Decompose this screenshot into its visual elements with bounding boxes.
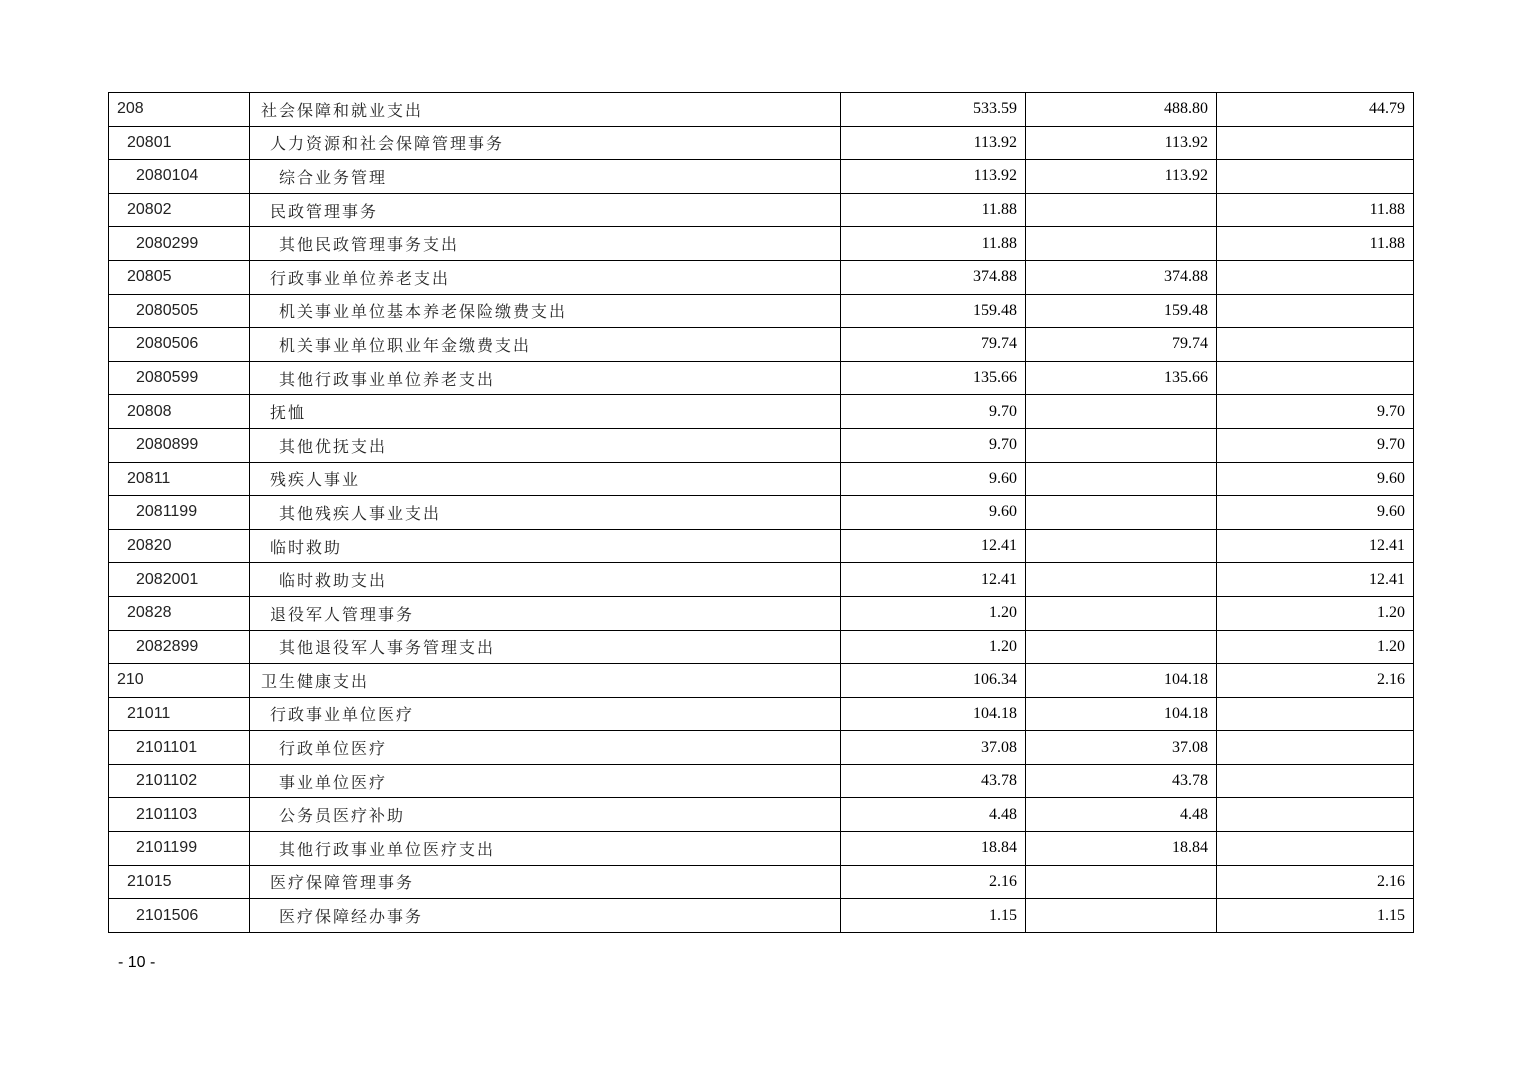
- total-amount-cell: 18.84: [841, 832, 1026, 866]
- table-row: [109, 193, 1414, 227]
- total-amount-cell: 9.60: [841, 496, 1026, 530]
- total-amount-cell: 11.88: [841, 227, 1026, 261]
- table-row: [109, 160, 1414, 194]
- total-amount-cell: 106.34: [841, 664, 1026, 698]
- basic-expenditure-cell: [1026, 529, 1217, 563]
- total-amount-cell: 43.78: [841, 764, 1026, 798]
- table-row: [109, 832, 1414, 866]
- basic-expenditure-cell: [1026, 428, 1217, 462]
- table-row: [109, 529, 1414, 563]
- basic-expenditure-cell: 79.74: [1026, 328, 1217, 362]
- project-expenditure-cell: 1.20: [1217, 630, 1414, 664]
- subject-name-cell: 退役军人管理事务: [250, 596, 841, 630]
- total-amount-cell: 1.20: [841, 630, 1026, 664]
- subject-name-cell: 卫生健康支出: [250, 664, 841, 698]
- subject-name-cell: 机关事业单位基本养老保险缴费支出: [250, 294, 841, 328]
- basic-expenditure-cell: [1026, 496, 1217, 530]
- subject-code-cell: 2101506: [109, 899, 250, 933]
- basic-expenditure-cell: [1026, 395, 1217, 429]
- subject-code-cell: 20811: [109, 462, 250, 496]
- subject-code-cell: 20802: [109, 193, 250, 227]
- subject-name-cell: 行政事业单位养老支出: [250, 260, 841, 294]
- total-amount-cell: 159.48: [841, 294, 1026, 328]
- subject-code-cell: 208: [109, 93, 250, 127]
- total-amount-cell: 374.88: [841, 260, 1026, 294]
- subject-name-cell: 其他退役军人事务管理支出: [250, 630, 841, 664]
- table-row: [109, 764, 1414, 798]
- subject-name-cell: 其他行政事业单位养老支出: [250, 361, 841, 395]
- subject-code-cell: 20801: [109, 126, 250, 160]
- subject-name-cell: 其他优抚支出: [250, 428, 841, 462]
- subject-name-cell: 行政单位医疗: [250, 731, 841, 765]
- project-expenditure-cell: 9.70: [1217, 395, 1414, 429]
- project-expenditure-cell: 9.60: [1217, 462, 1414, 496]
- table-row: [109, 899, 1414, 933]
- subject-code-cell: 2101102: [109, 764, 250, 798]
- subject-code-cell: 2080899: [109, 428, 250, 462]
- project-expenditure-cell: 11.88: [1217, 227, 1414, 261]
- basic-expenditure-cell: 43.78: [1026, 764, 1217, 798]
- table-row: [109, 294, 1414, 328]
- subject-code-cell: 2081199: [109, 496, 250, 530]
- project-expenditure-cell: [1217, 832, 1414, 866]
- table-row: [109, 395, 1414, 429]
- subject-code-cell: 20805: [109, 260, 250, 294]
- table-row: [109, 126, 1414, 160]
- project-expenditure-cell: 12.41: [1217, 529, 1414, 563]
- basic-expenditure-cell: 18.84: [1026, 832, 1217, 866]
- subject-code-cell: 2101101: [109, 731, 250, 765]
- project-expenditure-cell: [1217, 361, 1414, 395]
- table-row: [109, 328, 1414, 362]
- project-expenditure-cell: 9.70: [1217, 428, 1414, 462]
- project-expenditure-cell: 2.16: [1217, 664, 1414, 698]
- table-row: [109, 865, 1414, 899]
- project-expenditure-cell: [1217, 798, 1414, 832]
- subject-name-cell: 抚恤: [250, 395, 841, 429]
- project-expenditure-cell: [1217, 260, 1414, 294]
- table-row: [109, 664, 1414, 698]
- table-row: [109, 596, 1414, 630]
- subject-name-cell: 民政管理事务: [250, 193, 841, 227]
- basic-expenditure-cell: 4.48: [1026, 798, 1217, 832]
- basic-expenditure-cell: 159.48: [1026, 294, 1217, 328]
- subject-name-cell: 医疗保障管理事务: [250, 865, 841, 899]
- basic-expenditure-cell: [1026, 227, 1217, 261]
- subject-name-cell: 行政事业单位医疗: [250, 697, 841, 731]
- total-amount-cell: 79.74: [841, 328, 1026, 362]
- basic-expenditure-cell: [1026, 630, 1217, 664]
- subject-name-cell: 其他民政管理事务支出: [250, 227, 841, 261]
- subject-name-cell: 社会保障和就业支出: [250, 93, 841, 127]
- subject-name-cell: 临时救助: [250, 529, 841, 563]
- total-amount-cell: 2.16: [841, 865, 1026, 899]
- subject-name-cell: 人力资源和社会保障管理事务: [250, 126, 841, 160]
- project-expenditure-cell: [1217, 731, 1414, 765]
- subject-code-cell: 2082899: [109, 630, 250, 664]
- subject-name-cell: 综合业务管理: [250, 160, 841, 194]
- project-expenditure-cell: 1.20: [1217, 596, 1414, 630]
- basic-expenditure-cell: 37.08: [1026, 731, 1217, 765]
- project-expenditure-cell: [1217, 697, 1414, 731]
- project-expenditure-cell: 2.16: [1217, 865, 1414, 899]
- basic-expenditure-cell: 488.80: [1026, 93, 1217, 127]
- basic-expenditure-cell: 113.92: [1026, 126, 1217, 160]
- basic-expenditure-cell: 104.18: [1026, 697, 1217, 731]
- table-row: [109, 260, 1414, 294]
- total-amount-cell: 113.92: [841, 160, 1026, 194]
- subject-code-cell: 2080104: [109, 160, 250, 194]
- table-row: [109, 563, 1414, 597]
- total-amount-cell: 12.41: [841, 529, 1026, 563]
- basic-expenditure-cell: 104.18: [1026, 664, 1217, 698]
- project-expenditure-cell: [1217, 294, 1414, 328]
- basic-expenditure-cell: [1026, 865, 1217, 899]
- subject-code-cell: 2101199: [109, 832, 250, 866]
- total-amount-cell: 4.48: [841, 798, 1026, 832]
- subject-code-cell: 2080506: [109, 328, 250, 362]
- basic-expenditure-cell: 135.66: [1026, 361, 1217, 395]
- subject-name-cell: 机关事业单位职业年金缴费支出: [250, 328, 841, 362]
- total-amount-cell: 9.70: [841, 428, 1026, 462]
- subject-name-cell: 医疗保障经办事务: [250, 899, 841, 933]
- total-amount-cell: 12.41: [841, 563, 1026, 597]
- project-expenditure-cell: 1.15: [1217, 899, 1414, 933]
- total-amount-cell: 1.20: [841, 596, 1026, 630]
- subject-name-cell: 其他行政事业单位医疗支出: [250, 832, 841, 866]
- total-amount-cell: 1.15: [841, 899, 1026, 933]
- table-row: [109, 361, 1414, 395]
- expenditure-table: [108, 92, 1414, 933]
- basic-expenditure-cell: [1026, 563, 1217, 597]
- project-expenditure-cell: [1217, 160, 1414, 194]
- table-row: [109, 462, 1414, 496]
- basic-expenditure-cell: [1026, 899, 1217, 933]
- basic-expenditure-cell: [1026, 462, 1217, 496]
- subject-code-cell: 2082001: [109, 563, 250, 597]
- subject-name-cell: 公务员医疗补助: [250, 798, 841, 832]
- basic-expenditure-cell: [1026, 596, 1217, 630]
- project-expenditure-cell: [1217, 328, 1414, 362]
- project-expenditure-cell: [1217, 764, 1414, 798]
- table-row: [109, 496, 1414, 530]
- total-amount-cell: 9.70: [841, 395, 1026, 429]
- subject-code-cell: 20808: [109, 395, 250, 429]
- table-row: [109, 227, 1414, 261]
- table-row: [109, 630, 1414, 664]
- project-expenditure-cell: [1217, 126, 1414, 160]
- table-row: [109, 798, 1414, 832]
- total-amount-cell: 37.08: [841, 731, 1026, 765]
- table-row: [109, 697, 1414, 731]
- subject-code-cell: 21015: [109, 865, 250, 899]
- total-amount-cell: 113.92: [841, 126, 1026, 160]
- page-number: - 10 -: [118, 954, 156, 971]
- project-expenditure-cell: 44.79: [1217, 93, 1414, 127]
- project-expenditure-cell: 9.60: [1217, 496, 1414, 530]
- subject-name-cell: 事业单位医疗: [250, 764, 841, 798]
- total-amount-cell: 135.66: [841, 361, 1026, 395]
- table-row: [109, 428, 1414, 462]
- subject-code-cell: 21011: [109, 697, 250, 731]
- table-row: [109, 731, 1414, 765]
- subject-code-cell: 2080299: [109, 227, 250, 261]
- subject-code-cell: 2101103: [109, 798, 250, 832]
- total-amount-cell: 533.59: [841, 93, 1026, 127]
- total-amount-cell: 104.18: [841, 697, 1026, 731]
- project-expenditure-cell: 11.88: [1217, 193, 1414, 227]
- basic-expenditure-cell: [1026, 193, 1217, 227]
- subject-name-cell: 其他残疾人事业支出: [250, 496, 841, 530]
- table-row: [109, 93, 1414, 127]
- subject-name-cell: 残疾人事业: [250, 462, 841, 496]
- total-amount-cell: 9.60: [841, 462, 1026, 496]
- subject-name-cell: 临时救助支出: [250, 563, 841, 597]
- total-amount-cell: 11.88: [841, 193, 1026, 227]
- subject-code-cell: 2080505: [109, 294, 250, 328]
- subject-code-cell: 20828: [109, 596, 250, 630]
- subject-code-cell: 2080599: [109, 361, 250, 395]
- subject-code-cell: 20820: [109, 529, 250, 563]
- expenditure-table-body: [109, 93, 1414, 933]
- basic-expenditure-cell: 113.92: [1026, 160, 1217, 194]
- basic-expenditure-cell: 374.88: [1026, 260, 1217, 294]
- project-expenditure-cell: 12.41: [1217, 563, 1414, 597]
- subject-code-cell: 210: [109, 664, 250, 698]
